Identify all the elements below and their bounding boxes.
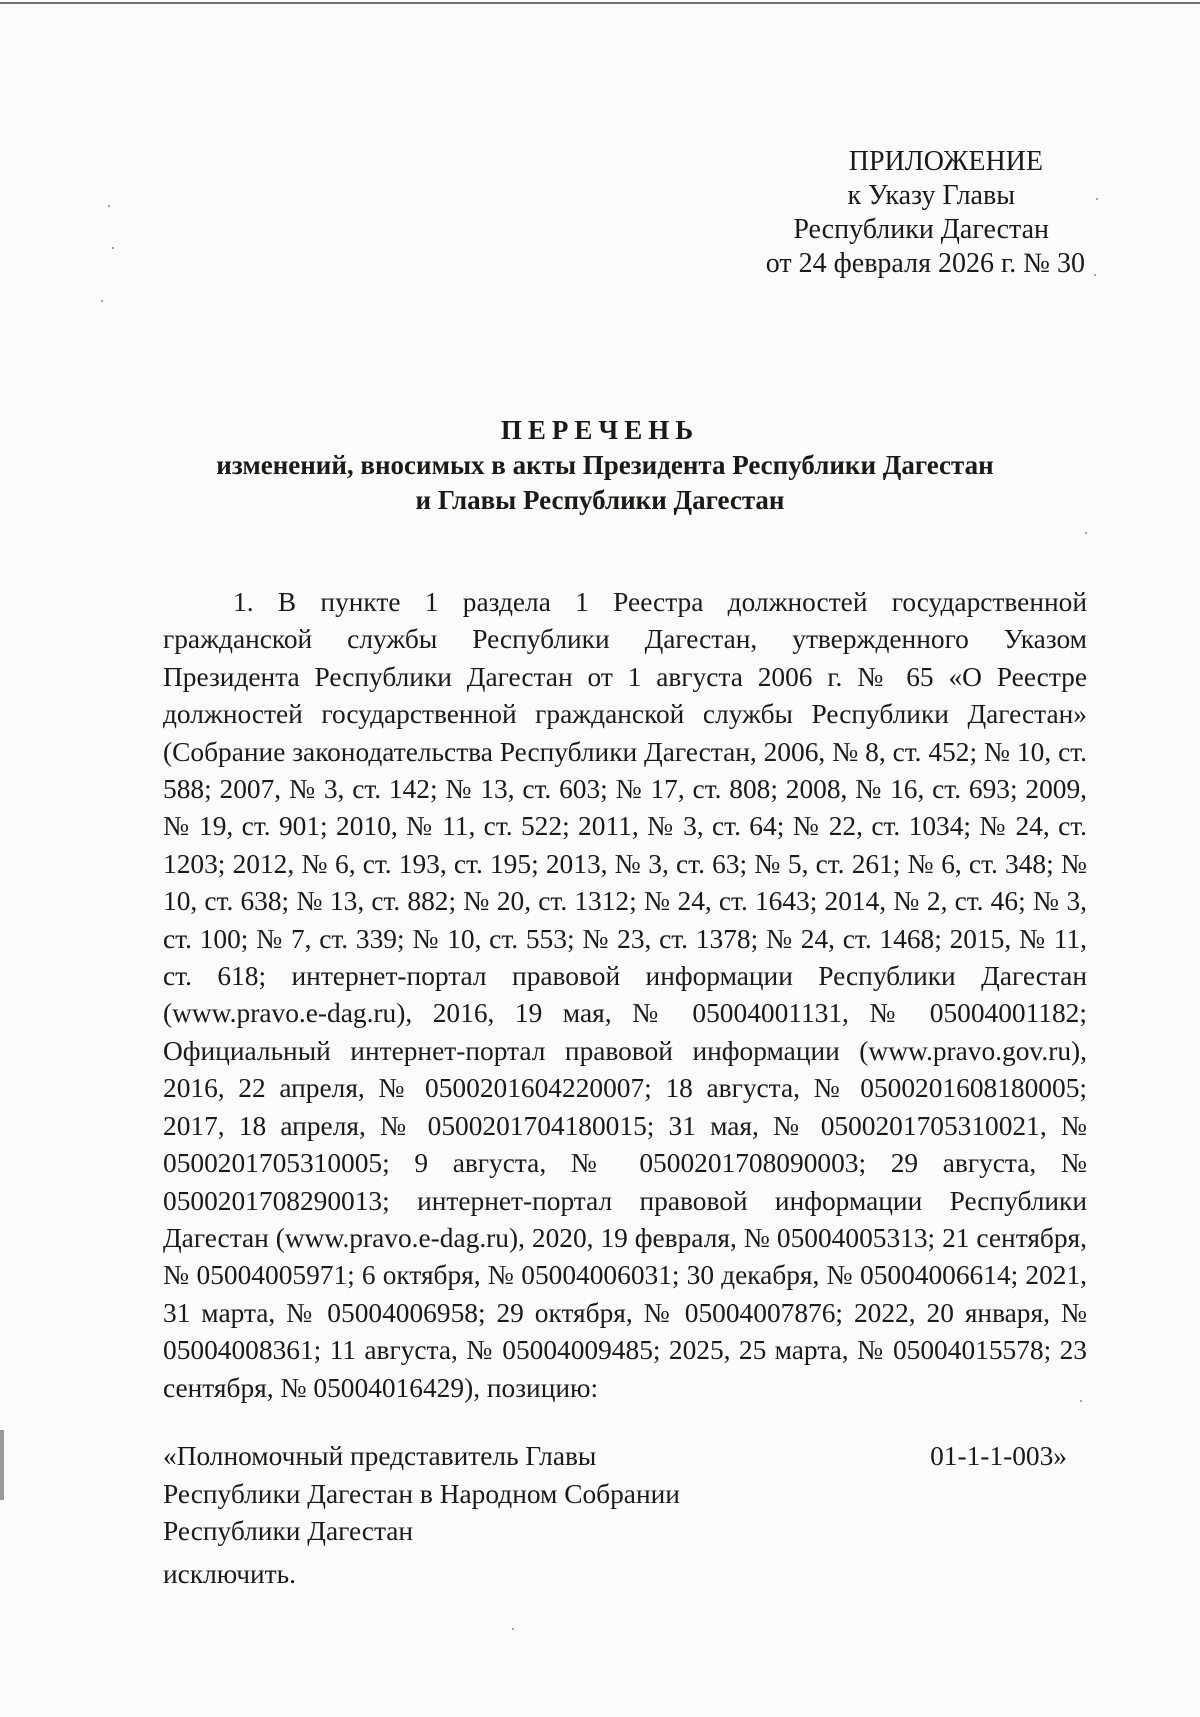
scan-speck (112, 247, 114, 249)
scan-speck (108, 205, 110, 207)
document-subtitle-line1: изменений, вносимых в акты Президента Республики Дагестан (216, 450, 994, 480)
scan-top-edge (0, 2, 1200, 4)
action-text: исключить. (163, 1559, 296, 1589)
paragraph-1: 1. В пункте 1 раздела 1 Реестра должностей государственной гражданской службы Республики Дагестан, утвержденного Указом Президента Республики Дагестан от 1 августа 2006 г. № 65 «О Реестре должностей государственной гражданской службы Республики Дагестан» (Собрание законодательства Республики Дагестан, 2006, № 8, ст. 452; № 10, ст. 588; 2007, № 3, ст. 142; № 13, ст. 603; № 17, ст. 808; 2008, № 16, ст. 693; 2009, № 19, ст. 901; 2010, № 11, ст. 522; 2011, № 3, ст. 64; № 22, ст. 1034; № 24, ст. 1203; 2012, № 6, ст. 193, ст. 195; 2013, № 3, ст. 63; № 5, ст. 261; № 6, ст. 348; № 10, ст. 638; № 13, ст. 882; № 20, ст. 1312; № 24, ст. 1643; 2014, № 2, ст. 46; № 3, ст. 100; № 7, ст. 339; № 10, ст. 553; № 23, ст. 1378; № 24, ст. 1468; 2015, № 11, ст. 618; интернет-портал правовой информации Республики Дагестан (www.pravo.e-dag.ru), 2016, 19 мая, № 05004001131, № 05004001182; Официальный интернет-портал правовой информации (www.pravo.gov.ru), 2016, 22 апреля, № 0500201604220007; 18 августа, № 0500201608180005; 2017, 18 апреля, № 0500201704180015; 31 мая, № 0500201705310021, № 0500201705310005; 9 августа, № 0500201708090003; 29 августа, № 0500201708290013; интернет-портал правовой информации Республики Дагестан (www.pravo.e-dag.ru), 2020, 19 февраля, № 05004005313; 21 сентября, № 05004005971; 6 октября, № 05004006031; 30 декабря, № 05004006614; 2021, 31 марта, № 05004006958; 29 октября, № 05004007876; 2022, 20 января, № 05004008361; 11 августа, № 05004009485; 2025, 25 марта, № 05004015578; 23 сентября, № 05004016429), позицию: (163, 587, 1087, 1403)
scan-speck (1094, 274, 1096, 276)
position-entry (163, 1438, 1087, 1551)
position-code: 01-1-1-003» (930, 1441, 1067, 1471)
scan-left-mark (0, 1430, 4, 1500)
scan-speck (101, 300, 103, 302)
scan-speck (512, 1628, 514, 1630)
scan-speck (1096, 198, 1098, 200)
appendix-title: ПРИЛОЖЕНИЕ (848, 146, 1043, 177)
appendix-republic-line: Республики Дагестан (793, 214, 1049, 245)
scan-speck (1085, 532, 1087, 534)
position-name-line3: Республики Дагестан (163, 1516, 414, 1546)
position-name-line1: «Полномочный представитель Главы (163, 1441, 597, 1471)
appendix-date-number: от 24 февраля 2026 г. № 30 (765, 248, 1085, 279)
document-title: ПЕРЕЧЕНЬ (500, 415, 700, 445)
appendix-ref-line: к Указу Главы (847, 180, 1015, 211)
appendix-block (665, 145, 1085, 281)
document-heading (0, 413, 1200, 518)
document-subtitle-line2: и Главы Республики Дагестан (415, 485, 785, 515)
position-name-line2: Республики Дагестан в Народном Собрании (163, 1478, 680, 1509)
